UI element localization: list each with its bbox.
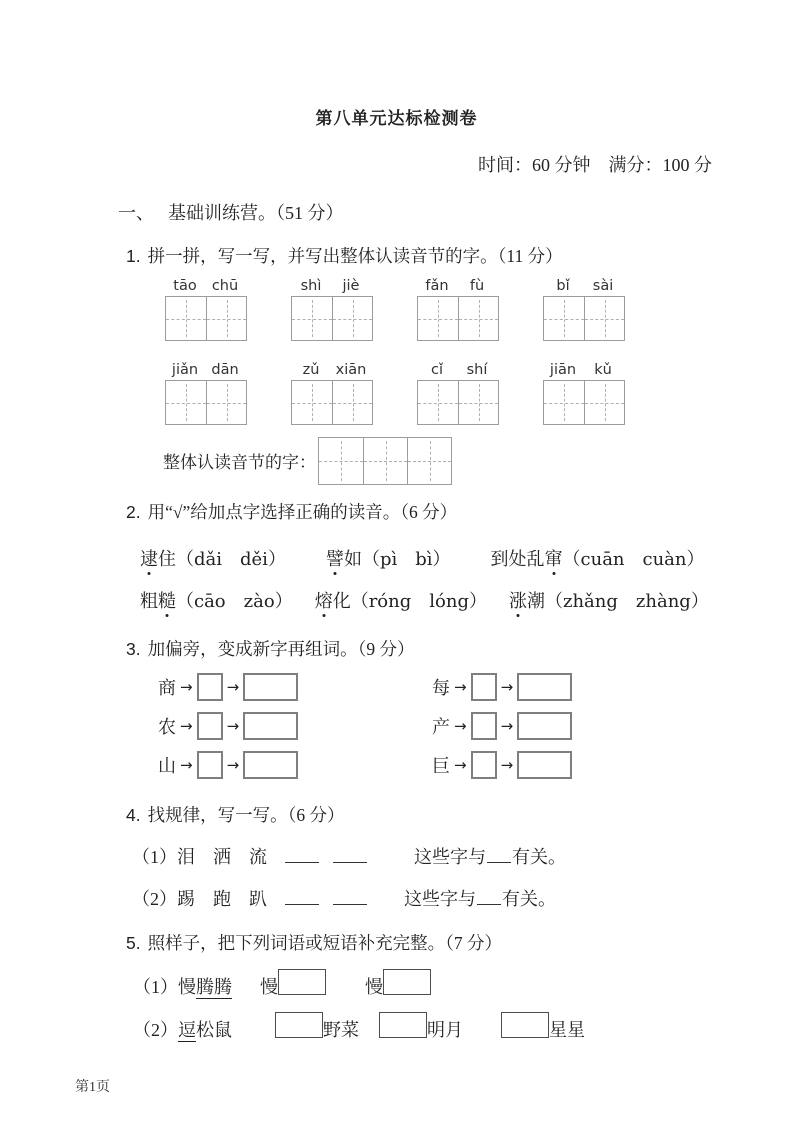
pinyin-row-2 [165,362,718,429]
q5-item-2 [133,1012,718,1042]
answer-box-char[interactable] [471,673,497,701]
base-char: 产 [432,717,450,737]
pinyin-options[interactable]: （zhǎng zhàng） [544,591,709,612]
q4-item-1 [132,843,718,869]
answer-box-word[interactable] [243,673,298,701]
arrow-icon: → [180,678,193,696]
q2-number: 2. [126,502,141,522]
pinyin-labels [165,362,247,378]
add-radical-item [158,712,432,740]
reading-choice-item [140,545,286,571]
pinyin-group [165,278,247,345]
writing-cell[interactable] [407,438,451,484]
reading-choice-item [509,587,709,613]
writing-cell[interactable] [332,381,372,424]
writing-cell[interactable] [458,381,498,424]
answer-blank[interactable] [285,848,319,863]
answer-box-word[interactable] [517,673,572,701]
item-label: （2） [132,889,177,909]
base-char: 山 [158,756,176,776]
pinyin-labels [417,278,499,294]
arrow-icon: → [500,678,514,696]
writing-cell[interactable] [166,381,206,424]
stem-char: 慢 [365,977,383,997]
tail-pre: 这些字与 [414,847,486,867]
tail-post: 有关。 [512,847,566,867]
writing-grid[interactable] [417,296,499,341]
stem-char: 慢 [260,977,278,997]
pinyin-options[interactable]: （cuān cuàn） [562,549,705,570]
pinyin-labels [543,278,625,294]
q4-prompt [126,802,718,827]
pinyin-row-1 [165,278,718,345]
arrow-icon: → [454,678,467,696]
word-pre: 到处乱 [490,549,545,569]
pinyin-syllable: shí [466,362,488,378]
q3-text: 加偏旁，变成新字再组词。（9 分） [147,639,415,659]
base-char: 农 [158,717,176,737]
answer-blank[interactable] [333,890,367,905]
answer-box[interactable] [501,1012,549,1038]
word-pre: 粗 [140,591,158,611]
answer-box-word[interactable] [243,751,298,779]
q5-prompt [126,930,718,955]
tail-post: 有关。 [502,889,556,909]
q4-text: 找规律，写一写。（6 分） [147,805,345,825]
q5-number: 5. [126,933,141,953]
add-radical-item [432,673,572,701]
q4-number: 4. [126,805,141,825]
example-underlined: 逗 [178,1020,196,1040]
pinyin-group [417,278,499,345]
whole-syllable-label: 整体认读音节的字： [163,452,316,472]
writing-grid[interactable] [291,380,373,425]
base-char: 巨 [432,756,450,776]
pinyin-syllable: fǎn [425,278,449,294]
arrow-icon: → [226,756,240,774]
answer-box-word[interactable] [243,712,298,740]
pinyin-group [543,362,625,429]
pinyin-syllable: fù [469,278,485,294]
word-post: 如 [343,549,362,569]
dotted-char: 逮 [140,545,158,571]
example-post: 松鼠 [196,1020,232,1040]
whole-syllable-line [163,435,718,485]
answer-box[interactable] [379,1012,427,1038]
conclusion [404,889,556,909]
reading-choice-item [140,587,293,613]
dotted-char: 窜 [545,545,563,571]
q2-prompt [126,499,718,524]
q3-row [158,712,718,740]
pinyin-syllable: dān [211,362,239,378]
q2-text: 用“√”给加点字选择正确的读音。（6 分） [147,502,458,522]
item-label: （1） [133,977,178,997]
add-radical-item [432,751,572,779]
pinyin-syllable: sài [592,278,614,294]
dotted-char: 熔 [315,587,333,613]
arrow-icon: → [500,756,514,774]
pinyin-group [543,278,625,345]
example-chars: 泪 洒 流 [177,847,267,867]
pinyin-syllable: jiè [342,278,360,294]
pinyin-syllable: bǐ [556,278,570,294]
arrow-icon: → [180,756,193,774]
writing-cell[interactable] [292,297,332,340]
example-underlined: 腾腾 [196,977,232,997]
word-post: 化 [332,591,351,611]
writing-cell[interactable] [418,297,458,340]
arrow-icon: → [180,717,193,735]
page-number: 第1页 [75,1080,110,1095]
example-word [178,977,232,999]
section-title: 基础训练营。（51 分） [168,203,344,223]
answer-box[interactable] [275,1012,323,1038]
answer-blank[interactable] [333,848,367,863]
pinyin-group [165,362,247,429]
writing-cell[interactable] [544,297,584,340]
pinyin-syllable: xiān [335,362,367,378]
q5-text: 照样子，把下列词语或短语补充完整。（7 分） [147,933,502,953]
section-number: 一、 [118,203,154,223]
pinyin-group [417,362,499,429]
writing-grid[interactable] [165,380,247,425]
q3-number: 3. [126,639,141,659]
writing-cell[interactable] [584,297,624,340]
answer-box-char[interactable] [197,751,223,779]
answer-blank[interactable] [285,890,319,905]
pinyin-syllable: kǔ [594,362,612,378]
answer-box-word[interactable] [517,751,572,779]
example-chars: 踢 跑 趴 [177,889,267,909]
answer-box[interactable] [278,969,326,995]
arrow-icon: → [454,717,467,735]
q1-prompt [126,243,718,268]
pinyin-options[interactable]: （cāo zào） [176,591,293,612]
pinyin-labels [165,278,247,294]
dotted-char: 糙 [158,587,176,613]
q2-row-2 [140,587,718,613]
add-radical-item [432,712,572,740]
writing-cell[interactable] [319,438,363,484]
dotted-char: 譬 [326,545,344,571]
answer-blank[interactable] [487,848,511,863]
pinyin-options[interactable]: （pì bì） [361,549,451,570]
pinyin-syllable: zǔ [302,362,320,378]
writing-cell[interactable] [292,381,332,424]
pinyin-labels [543,362,625,378]
pinyin-group [291,278,373,345]
answer-box-char[interactable] [471,712,497,740]
writing-cell[interactable] [363,438,407,484]
word-post: 住 [158,549,176,569]
suffix-word: 星星 [549,1020,585,1040]
pinyin-syllable: chū [211,278,239,294]
writing-cell[interactable] [206,381,246,424]
suffix-word: 明月 [427,1020,463,1040]
writing-grid[interactable] [318,437,452,485]
writing-cell[interactable] [544,381,584,424]
time-score-line: 时间：60 分钟 满分：100 分 [478,155,712,175]
reading-choice-item [315,587,487,613]
example-pre: 慢 [178,977,196,997]
writing-grid[interactable] [543,380,625,425]
q5-item-1 [133,969,718,999]
base-char: 商 [158,678,176,698]
writing-cell[interactable] [458,297,498,340]
reading-choice-item [326,545,451,571]
answer-box[interactable] [383,969,431,995]
base-char: 每 [432,678,450,698]
writing-grid[interactable] [291,296,373,341]
pinyin-labels [291,278,373,294]
pinyin-labels [291,362,373,378]
add-radical-item [158,673,432,701]
writing-grid[interactable] [165,296,247,341]
pinyin-group [291,362,373,429]
tail-pre: 这些字与 [404,889,476,909]
writing-cell[interactable] [584,381,624,424]
word-post: 潮 [526,591,545,611]
writing-cell[interactable] [418,381,458,424]
writing-grid[interactable] [417,380,499,425]
arrow-icon: → [500,717,514,735]
arrow-icon: → [226,717,240,735]
answer-box-word[interactable] [517,712,572,740]
writing-grid[interactable] [543,296,625,341]
writing-cell[interactable] [332,297,372,340]
paper-title: 第八单元达标检测卷 [315,109,478,128]
conclusion [414,847,566,867]
q3-row [158,751,718,779]
suffix-word: 野菜 [323,1020,359,1040]
pinyin-syllable: cǐ [430,362,443,378]
q3-prompt [126,636,718,661]
pinyin-options[interactable]: （dǎi děi） [176,549,286,570]
arrow-icon: → [226,678,240,696]
answer-box-char[interactable] [197,673,223,701]
example-word [178,1020,232,1042]
pinyin-syllable: jiǎn [171,362,199,378]
section-heading [118,199,718,225]
writing-cell[interactable] [206,297,246,340]
answer-box-char[interactable] [471,751,497,779]
pinyin-syllable: jiān [549,362,577,378]
pinyin-options[interactable]: （róng lóng） [350,591,487,612]
reading-choice-item [491,545,705,571]
pinyin-labels [417,362,499,378]
dotted-char: 涨 [509,587,527,613]
q1-number: 1. [126,246,141,266]
add-radical-item [158,751,432,779]
answer-blank[interactable] [477,890,501,905]
item-label: （1） [132,847,177,867]
q2-row-1 [140,545,718,571]
q1-text: 拼一拼，写一写，并写出整体认读音节的字。（11 分） [147,246,563,266]
q4-item-2 [132,885,718,911]
pinyin-syllable: tāo [173,278,197,294]
pinyin-syllable: shì [300,278,322,294]
answer-box-char[interactable] [197,712,223,740]
arrow-icon: → [454,756,467,774]
item-label: （2） [133,1020,178,1040]
writing-cell[interactable] [166,297,206,340]
q3-row [158,673,718,701]
